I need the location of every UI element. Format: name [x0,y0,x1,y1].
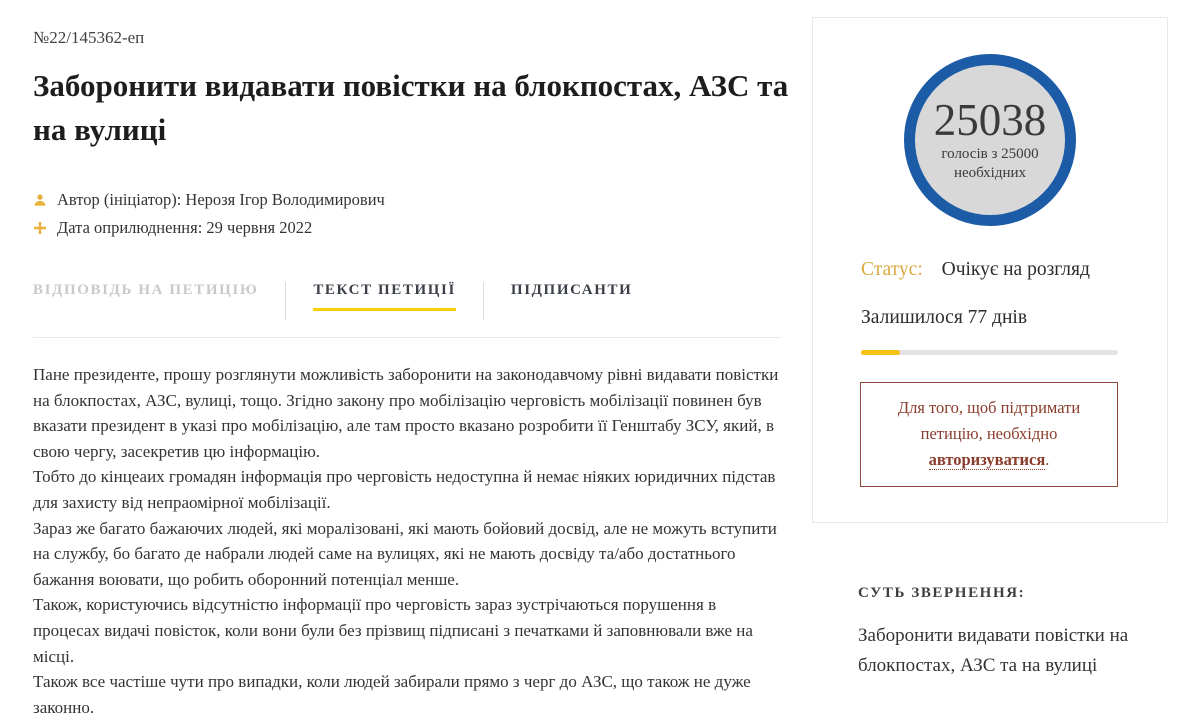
auth-text-line2: петицію, необхідно [920,424,1058,443]
auth-text-suffix: . [1045,450,1050,469]
petition-paragraph: Зараз же багато бажаючих людей, які моралізовані, які мають бойовий досвід, але не можуть вступити на службу, бо багато де набрали людей саме на вулицях, які не мають досвіду та/або достатнього бажання воювати, що робить оборонний потенціал менше. [33,518,777,589]
auth-notice-box [860,382,1118,487]
tab-petition-answer[interactable]: ВІДПОВІДЬ НА ПЕТИЦІЮ [33,282,259,298]
petition-title: Заборонити видавати повістки на блокпостах, АЗС та на вулиці [33,68,789,147]
petition-number: №22/145362-еп [33,28,145,47]
tab-divider [483,282,484,320]
progress-fill [861,350,900,355]
plus-icon [33,221,47,235]
tab-divider [285,282,286,320]
petition-paragraph: Також, користуючись відсутністю інформації про черговість зараз зустрічаються порушення в процесах видачі повісток, коли вони були без прізвищ підписані з печатками й заповнювали вже на місці. [33,595,753,666]
vote-count: 25038 [933,95,1047,145]
person-icon [33,193,47,207]
summary-text: Заборонити видавати повістки на блокпостах, АЗС та на вулиці [858,625,1129,676]
summary-heading: СУТЬ ЗВЕРНЕННЯ: [858,585,1026,601]
tab-petition-text[interactable]: ТЕКСТ ПЕТИЦІЇ [313,282,456,311]
petition-meta [33,186,385,242]
author-label: Автор (ініціатор): Нерозя Ігор Володимирович [57,190,385,209]
petition-body [33,362,781,720]
date-row [33,214,385,242]
days-left: Залишилося 77 днів [861,307,1028,328]
petition-paragraph: Пане президенте, прошу розглянути можливість заборонити на законодавчому рівні видавати повістки на блокпостах, АЗС, вулиці, тощо. Згідно закону про мобілізацію черговість мобілізації повинен був вказати президент в указі про мобілізацію, але там просто вказано розробити її Генштабу ЗСУ, який, в свою чергу, засекретив цю інформацію. [33,365,779,461]
status-label: Статус: [861,259,923,280]
tab-signers[interactable]: ПІДПИСАНТИ [510,282,633,298]
horizontal-divider [33,337,781,338]
petition-paragraph: Також все частіше чути про випадки, коли людей забирали прямо з черг до АЗС, що також не дуже законно. [33,672,751,717]
progress-bar [861,350,1118,355]
tab-bar [33,282,632,320]
vote-status-card [812,17,1168,523]
vote-caption-line1: голосів з 25000 [941,146,1039,162]
vote-caption-line2: необхідних [953,165,1027,181]
petition-paragraph: Тобто до кінцеаих громадян інформація про черговість недоступна й немає ніяких юридичних підстав для захисту від непраомірної мобілізації. [33,467,776,512]
summary-section [858,585,1170,681]
publish-date-label: Дата оприлюднення: 29 червня 2022 [57,218,313,237]
auth-text-line1: Для того, щоб підтримати [897,398,1081,417]
vote-counter-circle [904,54,1076,226]
status-row [861,259,1090,281]
status-value: Очікує на розгляд [941,259,1090,280]
authorize-link[interactable]: авторизуватися [928,450,1046,469]
vote-caption [941,145,1038,183]
author-row [33,186,385,214]
